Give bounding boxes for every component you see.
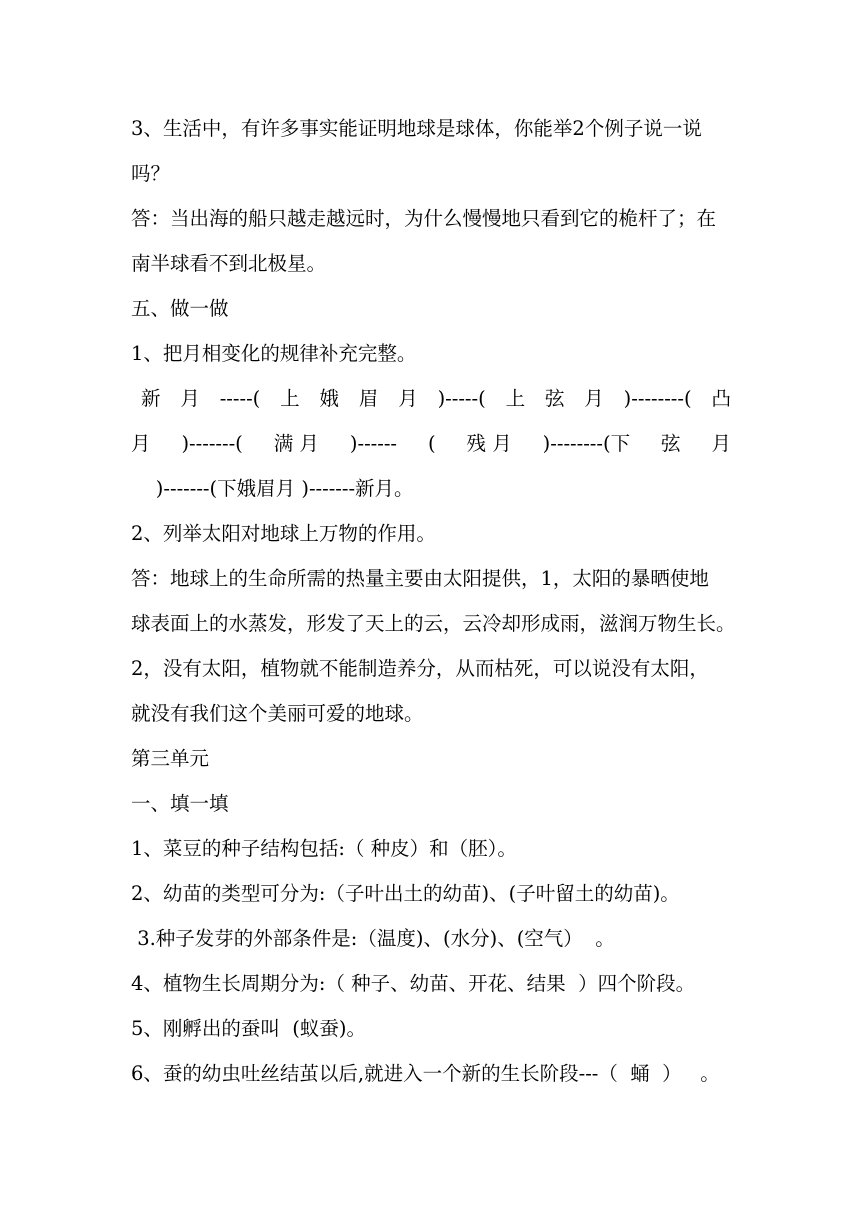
fill-item-4: 4、植物生长周期分为:（ 种子、幼苗、开花、结果 ）四个阶段。 — [131, 972, 696, 995]
fill-item-6: 6、蚕的幼虫吐丝结茧以后,就进入一个新的生长阶段---（ 蛹 ） 。 — [131, 1062, 720, 1085]
answer-3-line-2: 南半球看不到北极星。 — [131, 252, 327, 275]
moon-token: 弦 — [661, 432, 681, 455]
question-1-moon-phases: 1、把月相变化的规律补充完整。 — [131, 342, 417, 365]
moon-sequence-line-1 — [141, 386, 731, 412]
question-3-line-2: 吗？ — [131, 162, 171, 185]
answer-2-line-4: 就没有我们这个美丽可爱的地球。 — [131, 702, 424, 725]
moon-token: 月 — [131, 432, 151, 455]
moon-token: )------ — [349, 432, 398, 455]
moon-token: 残 月 — [466, 432, 512, 455]
moon-token: )--------(下 — [542, 432, 631, 455]
answer-2-line-2: 球表面上的水蒸发，形发了天上的云，云冷却形成雨，滋润万物生长。 — [131, 612, 736, 635]
moon-token: 新 — [141, 387, 161, 410]
fill-item-3: 3.种子发芽的外部条件是:（温度)、(水分)、(空气） 。 — [131, 927, 615, 950]
question-3-line-1: 3、生活中，有许多事实能证明地球是球体，你能举2个例子说一说 — [131, 117, 702, 140]
moon-token: 月 — [584, 387, 604, 410]
moon-token: 弦 — [544, 387, 565, 410]
moon-token: 上 — [505, 387, 526, 410]
moon-token: 月 — [180, 387, 200, 410]
moon-token: 月 — [398, 387, 418, 410]
moon-token: )-----( — [437, 387, 486, 410]
answer-3-line-1: 答：当出海的船只越走越远时，为什么慢慢地只看到它的桅杆了；在 — [131, 207, 717, 230]
moon-token: 月 — [711, 432, 731, 455]
moon-token: 凸 — [711, 387, 731, 410]
section-1-heading: 一、填一填 — [131, 792, 229, 815]
moon-sequence-line-2 — [131, 431, 731, 457]
moon-token: 眉 — [358, 387, 379, 410]
moon-token: 上 — [280, 387, 300, 410]
unit-3-heading: 第三单元 — [131, 747, 210, 770]
question-2-sun-effects: 2、列举太阳对地球上万物的作用。 — [131, 522, 436, 545]
moon-token: )--------( — [623, 387, 692, 410]
section-5-heading: 五、做一做 — [131, 297, 229, 320]
fill-item-1: 1、菜豆的种子结构包括:（ 种皮）和（胚）。 — [131, 837, 517, 860]
answer-2-line-3: 2，没有太阳，植物就不能制造养分，从而枯死，可以说没有太阳， — [131, 657, 709, 680]
moon-token: 娥 — [319, 387, 339, 410]
answer-2-line-1: 答：地球上的生命所需的热量主要由太阳提供，1，太阳的暴晒使地 — [131, 567, 709, 590]
moon-token: 满 月 — [273, 432, 319, 455]
moon-token: ( — [427, 432, 436, 455]
fill-item-5: 5、刚孵出的蚕叫 (蚁蚕)。 — [131, 1017, 367, 1040]
moon-token: -----( — [219, 387, 261, 410]
moon-sequence-line-3: )-------(下娥眉月 )-------新月。 — [131, 477, 414, 500]
fill-item-2: 2、幼苗的类型可分为:（子叶出土的幼苗)、(子叶留土的幼苗)。 — [131, 882, 680, 905]
moon-token: )-------( — [181, 432, 243, 455]
